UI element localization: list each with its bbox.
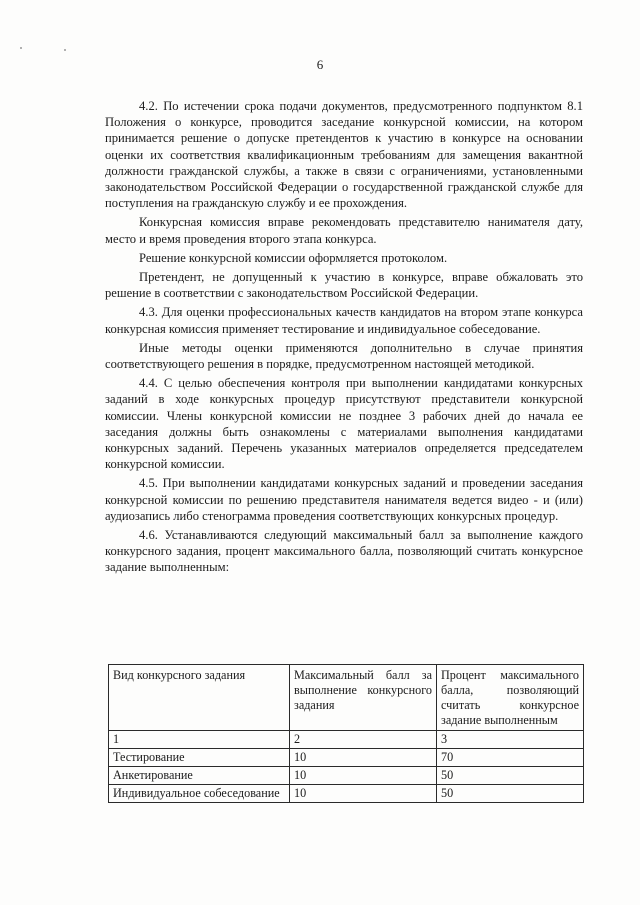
table-header-row xyxy=(109,665,584,731)
header-percent: Процент максимального балла, позволяющий считать конкурсное задание выполненным xyxy=(437,665,584,731)
table-row xyxy=(109,785,584,803)
task-name: Тестирование xyxy=(109,749,290,767)
max-score: 10 xyxy=(290,767,437,785)
scan-speck xyxy=(64,49,66,51)
paragraph-commission-recommend: Конкурсная комиссия вправе рекомендовать представителю нанимателя дату, место и время проведения второго этапа конкурса. xyxy=(105,215,583,246)
scan-speck xyxy=(20,47,22,49)
paragraph-appeal: Претендент, не допущенный к участию в конкурсе, вправе обжаловать это решение в соответствии с законодательством Российской Федерации. xyxy=(105,270,583,301)
document-body xyxy=(105,98,583,579)
header-max-score: Максимальный балл за выполнение конкурсного задания xyxy=(290,665,437,731)
paragraph-4-4: 4.4. С целью обеспечения контроля при выполнении кандидатами конкурсных заданий в ходе конкурсных процедур присутствуют представители конкурсной комиссии. Члены конкурсной комиссии не позднее 3 рабочих дней до начала ее заседания должны быть ознакомлены с материалами выполнения кандидатами конкурсных заданий. Перечень указанных материалов определяется председателем конкурсной комиссии. xyxy=(105,376,583,472)
table-row xyxy=(109,767,584,785)
paragraph-4-6: 4.6. Устанавливаются следующий максимальный балл за выполнение каждого конкурсного задания, процент максимального балла, позволяющий считать конкурсное задание выполненным: xyxy=(105,528,583,575)
paragraph-4-3: 4.3. Для оценки профессиональных качеств кандидатов на втором этапе конкурса конкурсная комиссия применяет тестирование и индивидуальное собеседование. xyxy=(105,305,583,336)
task-name: Анкетирование xyxy=(109,767,290,785)
table-numbering-row xyxy=(109,731,584,749)
paragraph-4-5: 4.5. При выполнении кандидатами конкурсных заданий и проведении заседания конкурсной комиссии по решению представителя нанимателя ведется видео - и (или) аудиозапись либо стенограмма проведения соответствующих конкурсных процедур. xyxy=(105,476,583,523)
max-score: 10 xyxy=(290,749,437,767)
max-score: 10 xyxy=(290,785,437,803)
percent-value: 50 xyxy=(437,785,584,803)
percent-value: 70 xyxy=(437,749,584,767)
header-task-type: Вид конкурсного задания xyxy=(109,665,290,731)
task-name: Индивидуальное собеседование xyxy=(109,785,290,803)
column-number: 3 xyxy=(437,731,584,749)
scores-table xyxy=(108,664,584,803)
paragraph-other-methods: Иные методы оценки применяются дополнительно в случае принятия соответствующего решения в порядке, предусмотренном настоящей методикой. xyxy=(105,340,583,372)
paragraph-protocol: Решение конкурсной комиссии оформляется протоколом. xyxy=(139,250,448,265)
table-row xyxy=(109,749,584,767)
column-number: 1 xyxy=(109,731,290,749)
percent-value: 50 xyxy=(437,767,584,785)
page-number: 6 xyxy=(316,57,324,72)
column-number: 2 xyxy=(290,731,437,749)
paragraph-4-2: 4.2. По истечении срока подачи документов, предусмотренного подпунктом 8.1 Положения о конкурсе, проводится заседание конкурсной комиссии, на котором принимается решение о допуске претендентов к участию в конкурсе на основании оценки их соответствия квалификационным требованиям для замещения вакантной должности гражданской службы, а также в связи с ограничениями, установленными законодательством Российской Федерации о государственной гражданской службе для поступления на гражданскую службу и ее прохождения. xyxy=(105,99,583,211)
